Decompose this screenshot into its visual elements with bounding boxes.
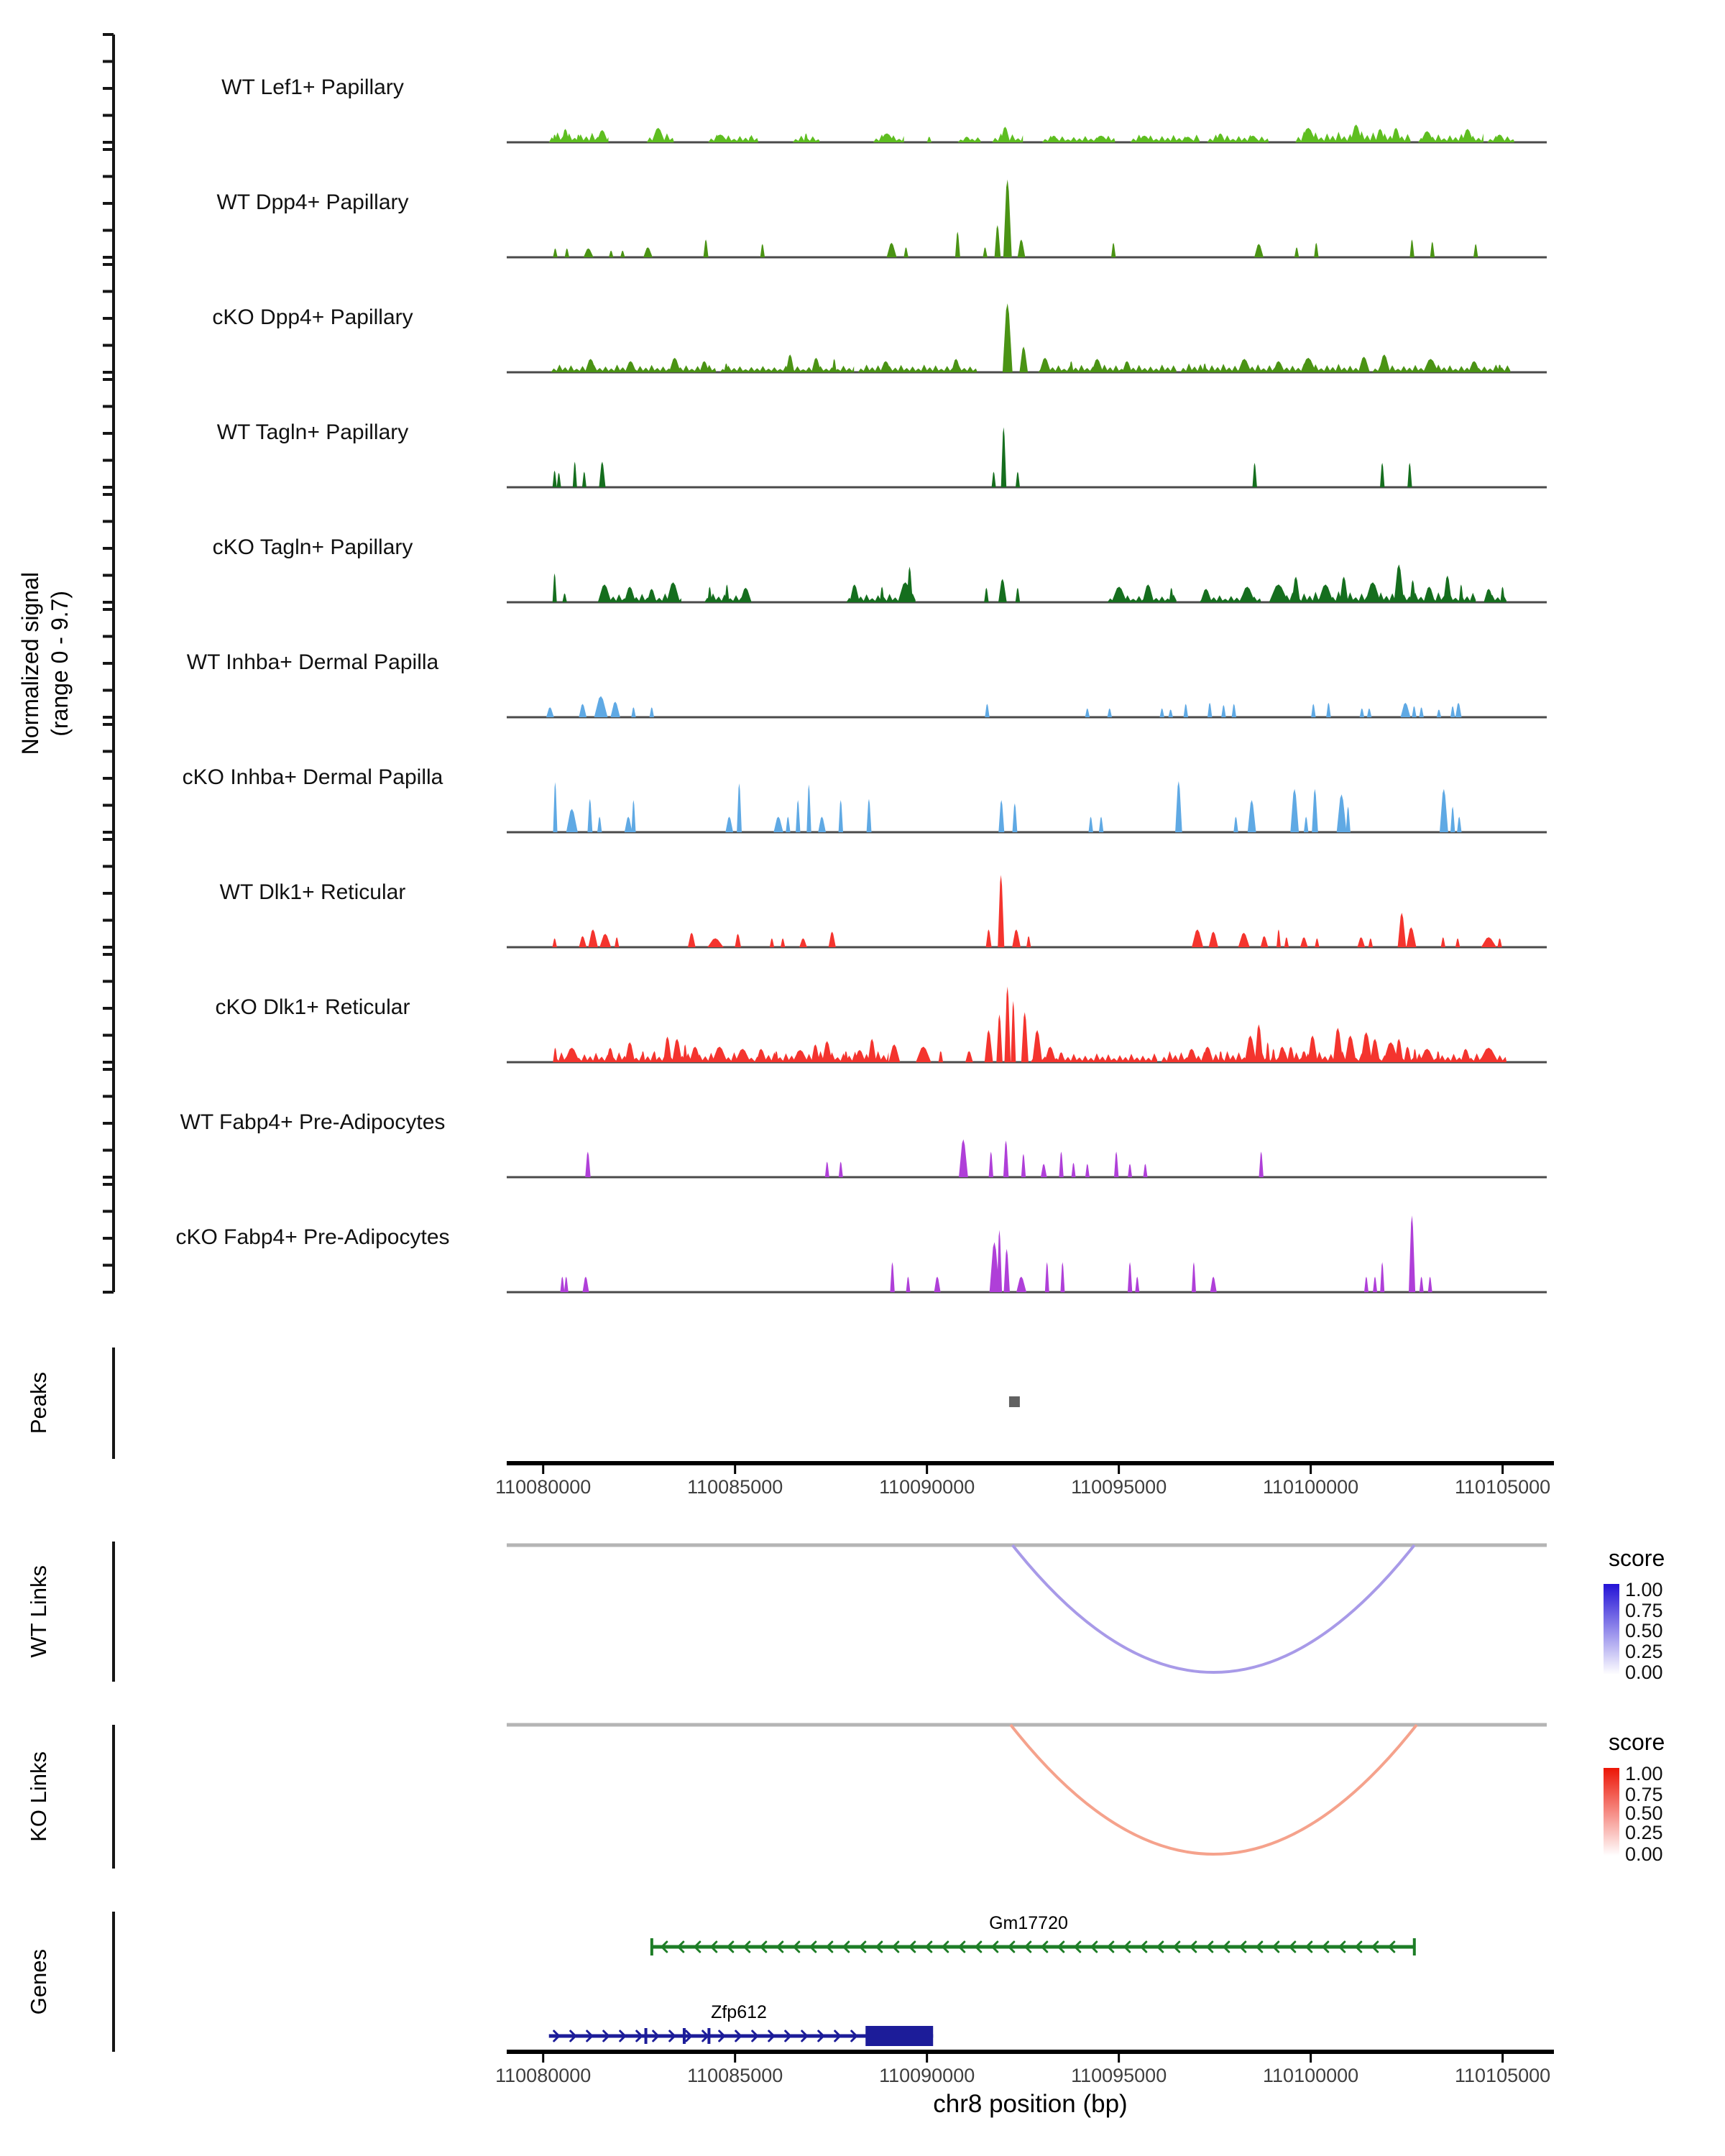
wt-score-label-000: 0.00 <box>1625 1662 1663 1683</box>
track-label-1: WT Dpp4+ Papillary <box>216 190 409 214</box>
track-label-3: WT Tagln+ Papillary <box>216 420 409 444</box>
ko-score-label-050: 0.50 <box>1625 1802 1663 1824</box>
x-tick-label: 110085000 <box>687 2065 783 2086</box>
peaks-row-label <box>10 1348 68 1459</box>
ko-score-gradient-bar <box>1604 1768 1619 1856</box>
x-axis-title: chr8 position (bp) <box>933 2090 1128 2118</box>
x-tick-label: 110105000 <box>1455 1476 1551 1498</box>
ko-score-label-075: 0.75 <box>1625 1784 1663 1805</box>
track-label-5: WT Inhba+ Dermal Papilla <box>186 650 439 674</box>
track-label-9: WT Fabp4+ Pre-Adipocytes <box>180 1110 446 1134</box>
track-label-7: WT Dlk1+ Reticular <box>219 880 406 904</box>
wt-score-label-050: 0.50 <box>1625 1620 1663 1641</box>
track-label-6: cKO Inhba+ Dermal Papilla <box>182 765 443 789</box>
wt-score-label-025: 0.25 <box>1625 1641 1663 1662</box>
x-tick-label: 110100000 <box>1263 2065 1359 2086</box>
ko-score-label-100: 1.00 <box>1625 1763 1663 1784</box>
x-tick-label: 110080000 <box>495 2065 592 2086</box>
x-tick-label: 110105000 <box>1455 2065 1551 2086</box>
track-label-10: cKO Fabp4+ Pre-Adipocytes <box>175 1225 450 1249</box>
x-tick-label: 110090000 <box>879 2065 975 2086</box>
ko-links-row-label <box>10 1725 68 1869</box>
genes-row-label-text: Genes <box>26 1948 51 2015</box>
x-tick-label: 110095000 <box>1071 2065 1167 2086</box>
genes-row-label <box>10 1912 68 2052</box>
wt-score-legend-title: score <box>1609 1545 1665 1571</box>
x-tick-label: 110090000 <box>879 1476 975 1498</box>
x-tick-label: 110095000 <box>1071 1476 1167 1498</box>
x-tick-label: 110080000 <box>495 1476 592 1498</box>
ko-score-label-000: 0.00 <box>1625 1843 1663 1865</box>
y-axis-title-line2: (range 0 - 9.7) <box>47 590 73 737</box>
track-label-8: cKO Dlk1+ Reticular <box>215 995 410 1019</box>
track-label-4: cKO Tagln+ Papillary <box>212 535 413 559</box>
track-label-2: cKO Dpp4+ Papillary <box>212 305 413 329</box>
wt-links-row-label <box>10 1542 68 1682</box>
gene-label-zfp612: Zfp612 <box>711 2002 767 2022</box>
y-axis-title <box>6 34 85 1292</box>
ko-links-row-label-text: KO Links <box>26 1751 51 1842</box>
x-tick-label: 110085000 <box>687 1476 783 1498</box>
track-label-0: WT Lef1+ Papillary <box>221 75 404 99</box>
x-tick-label: 110100000 <box>1263 1476 1359 1498</box>
peaks-row-label-text: Peaks <box>26 1372 51 1434</box>
wt-score-gradient-bar <box>1604 1584 1619 1674</box>
ko-score-label-025: 0.25 <box>1625 1822 1663 1843</box>
wt-links-row-label-text: WT Links <box>26 1565 51 1658</box>
wt-score-label-075: 0.75 <box>1625 1600 1663 1621</box>
wt-score-label-100: 1.00 <box>1625 1579 1663 1600</box>
ko-score-legend-title: score <box>1609 1729 1665 1755</box>
gene-label-gm17720: Gm17720 <box>989 1913 1068 1933</box>
y-axis-title-line1: Normalized signal <box>17 571 43 755</box>
